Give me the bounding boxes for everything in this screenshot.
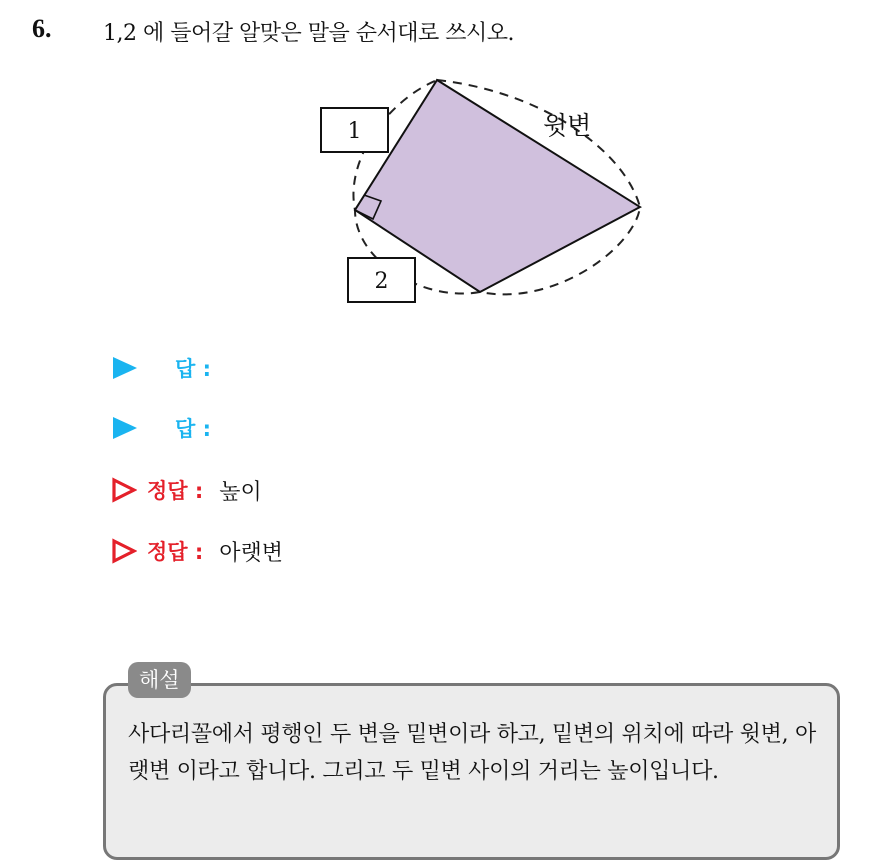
outline-triangle-icon	[111, 538, 137, 564]
question-number: 6.	[32, 14, 52, 43]
solution-row	[111, 475, 262, 505]
play-triangle-icon	[113, 357, 137, 379]
answer-label: 답 :	[175, 417, 211, 441]
box-1-label: 1	[347, 119, 362, 144]
answer-label: 답 :	[175, 357, 211, 381]
explanation-text: 사다리꼴에서 평행인 두 변을 밑변이라 하고, 밑변의 위치에 따라 윗변, 아랫변 이라고 합니다. 그리고 두 밑변 사이의 거리는 높이입니다.	[128, 722, 816, 784]
answer-row	[113, 413, 211, 443]
solution-label: 정답 :	[147, 540, 204, 564]
play-triangle-icon	[113, 417, 137, 439]
outline-triangle-icon	[111, 477, 137, 503]
box-2-label: 2	[374, 269, 389, 294]
question-prompt: 1,2 에 들어갈 알맞은 말을 순서대로 쓰시오.	[103, 21, 514, 46]
solution-value: 높이	[219, 479, 262, 505]
solution-value: 아랫변	[219, 540, 284, 566]
answer-row	[113, 353, 211, 383]
top-side-label: 윗변	[543, 111, 592, 140]
solution-row	[111, 536, 283, 566]
explanation-tag: 해설	[128, 662, 191, 698]
trapezoid-figure	[315, 72, 655, 312]
solution-label: 정답 :	[147, 479, 204, 503]
